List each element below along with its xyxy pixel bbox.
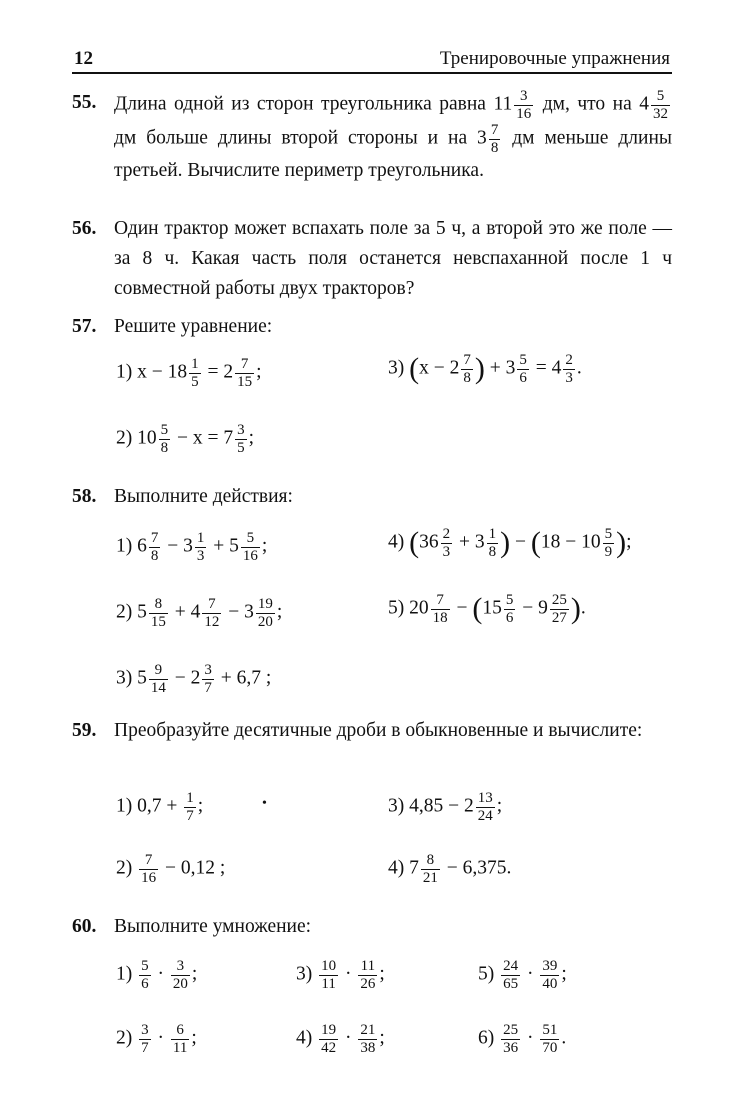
fraction: $\frac{3}{16}$ [516, 88, 532, 122]
fraction: $\frac{19}{42}$ [321, 1022, 337, 1056]
eq-57-2: 2) 10 $\frac{5}{8}$ − x = 7 $\frac{3}{5}$ ; [116, 422, 255, 456]
problem-56 [72, 214, 672, 305]
expr-58-4: 4) (36 $\frac{2}{3}$ + 3 $\frac{1}{8}$ ) − (18 − 10 $\frac{5}{9}$ ); [388, 526, 632, 560]
fraction: $\frac{8}{21}$ [422, 852, 438, 886]
problem-text: Один трактор может вспахать поле за 5 ч, а второй это же поле — за 8 ч. Какая часть поля останется невспаханной после 1 ч совместной работы двух тракторов? [114, 218, 672, 300]
fraction: $\frac{5}{6}$ [141, 958, 149, 992]
stray-dot: • [262, 796, 267, 811]
fraction: $\frac{7}{16}$ [141, 852, 157, 886]
fraction: $\frac{39}{40}$ [542, 958, 558, 992]
problem-text: Выполните умножение: [114, 916, 312, 937]
expr-58-2: 2) 5 $\frac{8}{15}$ + 4 $\frac{7}{12}$ − 3 $\frac{19}{20}$ ; [116, 596, 283, 630]
fraction: $\frac{7}{18}$ [432, 592, 448, 626]
fraction: $\frac{1}{7}$ [186, 790, 194, 824]
fraction: $\frac{2}{3}$ [565, 352, 573, 386]
expr-59-3: 3) 4,85 − 2 $\frac{13}{24}$ ; [388, 790, 503, 824]
fraction: $\frac{5}{32}$ [653, 88, 668, 122]
problem-59 [72, 716, 672, 746]
expr-60-2: 2) $\frac{3}{7}$ · $\frac{6}{11}$ ; [116, 1022, 197, 1056]
eq-57-1: 1) x − 18 $\frac{1}{5}$ = 2 $\frac{7}{15}$ ; [116, 356, 262, 390]
fraction: $\frac{8}{15}$ [150, 596, 166, 630]
fraction: $\frac{7}{15}$ [237, 356, 253, 390]
problem-text: Преобразуйте десятичные дроби в обыкновенные и вычислите: [114, 720, 643, 741]
fraction: $\frac{24}{65}$ [503, 958, 519, 992]
fraction: $\frac{13}{24}$ [477, 790, 493, 824]
fraction: $\frac{19}{20}$ [257, 596, 273, 630]
fraction: $\frac{5}{16}$ [242, 530, 258, 564]
problem-57 [72, 312, 672, 342]
expr-60-4: 4) $\frac{19}{42}$ · $\frac{21}{38}$ ; [296, 1022, 385, 1056]
fraction: $\frac{51}{70}$ [542, 1022, 558, 1056]
fraction: $\frac{7}{8}$ [490, 122, 499, 156]
expr-58-5: 5) 20 $\frac{7}{18}$ − (15 $\frac{5}{6}$ − 9 $\frac{25}{27}$ ). [388, 592, 586, 626]
fraction: $\frac{3}{20}$ [172, 958, 188, 992]
fraction: $\frac{11}{26}$ [360, 958, 376, 992]
fraction: $\frac{21}{38}$ [360, 1022, 376, 1056]
problem-number: 55. [72, 92, 97, 113]
fraction: $\frac{7}{8}$ [463, 352, 471, 386]
fraction: $\frac{10}{11}$ [321, 958, 337, 992]
fraction: $\frac{7}{12}$ [204, 596, 220, 630]
expr-58-3: 3) 5 $\frac{9}{14}$ − 2 $\frac{3}{7}$ + 6,7 ; [116, 662, 272, 696]
running-title: Тренировочные упражнения [439, 48, 670, 69]
problem-number: 59. [72, 720, 97, 741]
problem-55 [72, 88, 672, 186]
problem-58 [72, 482, 672, 512]
fraction: $\frac{25}{36}$ [503, 1022, 519, 1056]
problem-text: Выполните действия: [114, 486, 293, 507]
expr-60-6: 6) $\frac{25}{36}$ · $\frac{51}{70}$ . [478, 1022, 567, 1056]
fraction: $\frac{3}{5}$ [237, 422, 245, 456]
expr-59-1: 1) 0,7 + $\frac{1}{7}$ ; [116, 790, 204, 824]
expr-60-1: 1) $\frac{5}{6}$ · $\frac{3}{20}$ ; [116, 958, 198, 992]
fraction: $\frac{6}{11}$ [172, 1022, 188, 1056]
problem-60 [72, 912, 672, 942]
fraction: $\frac{5}{8}$ [160, 422, 169, 456]
fraction: $\frac{1}{8}$ [488, 526, 497, 560]
page-number: 12 [74, 48, 93, 69]
problem-text: Решите уравнение: [114, 316, 273, 337]
problem-text: Длина одной из сторон треугольника равна 11 $\frac{3}{16}$ дм, что на 4 $\frac{5}{32}$ дм больше длины второй стороны и на 3 $\frac{7}{8}$ дм меньше длины третьей. Вычислите периметр треугольника. [114, 88, 673, 181]
expr-59-2: 2) $\frac{7}{16}$ − 0,12 ; [116, 852, 226, 886]
expr-60-3: 3) $\frac{10}{11}$ · $\frac{11}{26}$ ; [296, 958, 385, 992]
expr-60-5: 5) $\frac{24}{65}$ · $\frac{39}{40}$ ; [478, 958, 567, 992]
fraction: $\frac{2}{3}$ [442, 526, 451, 560]
expr-59-4: 4) 7 $\frac{8}{21}$ − 6,375. [388, 852, 512, 886]
expr-58-1: 1) 6 $\frac{7}{8}$ − 3 $\frac{1}{3}$ + 5 $\frac{5}{16}$ ; [116, 530, 268, 564]
fraction: $\frac{3}{7}$ [141, 1022, 149, 1056]
fraction: $\frac{7}{8}$ [150, 530, 159, 564]
problem-number: 57. [72, 316, 97, 337]
fraction: $\frac{5}{6}$ [505, 592, 514, 626]
fraction: $\frac{5}{9}$ [604, 526, 613, 560]
fraction: $\frac{1}{5}$ [191, 356, 199, 390]
fraction: $\frac{9}{14}$ [150, 662, 166, 696]
fraction: $\frac{25}{27}$ [551, 592, 567, 626]
problem-number: 58. [72, 486, 97, 507]
eq-57-3: 3) (x − 2 $\frac{7}{8}$ ) + 3 $\frac{5}{6}$ = 4 $\frac{2}{3}$ . [388, 352, 582, 386]
page-header [72, 46, 672, 74]
fraction: $\frac{3}{7}$ [204, 662, 212, 696]
fraction: $\frac{1}{3}$ [196, 530, 205, 564]
fraction: $\frac{5}{6}$ [519, 352, 527, 386]
problem-number: 60. [72, 916, 97, 937]
problem-number: 56. [72, 218, 97, 239]
